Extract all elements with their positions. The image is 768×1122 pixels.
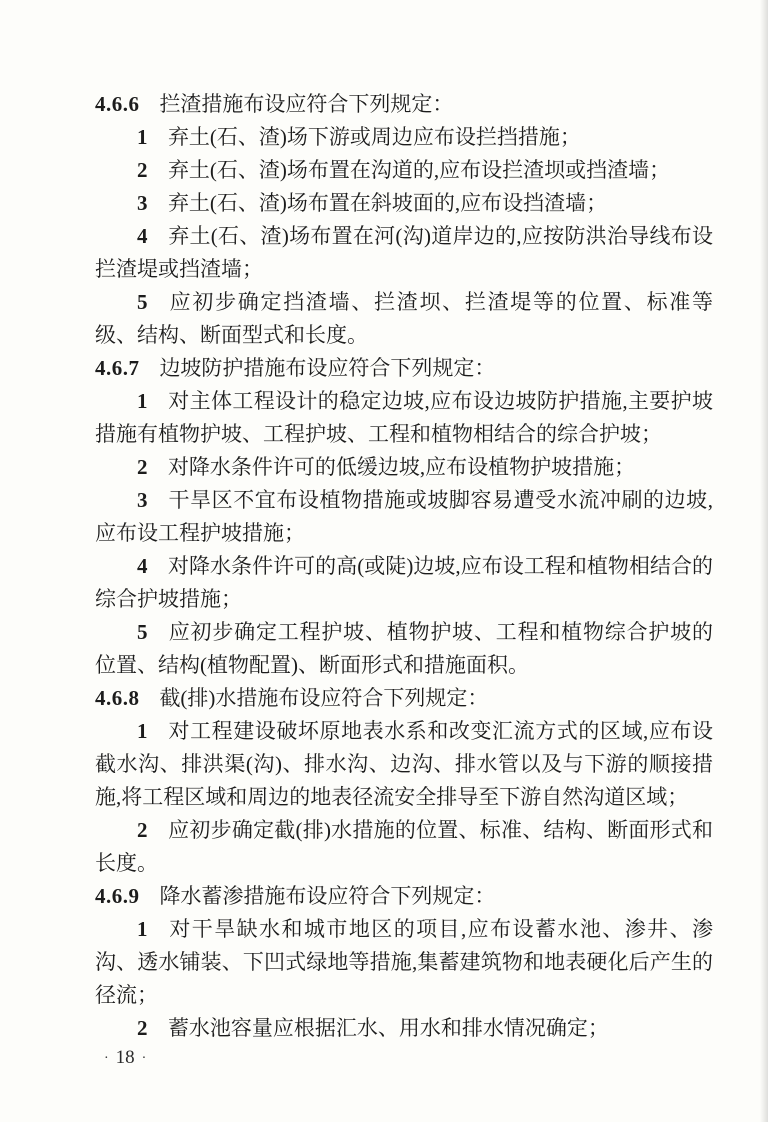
clause-item [95, 385, 713, 451]
clause-item [95, 814, 713, 880]
clause-heading [95, 352, 713, 385]
item-text: 对干旱缺水和城市地区的项目,应布设蓄水池、渗井、渗沟、透水铺装、下凹式绿地等措施,集蓄建筑物和地表硬化后产生的径流； [95, 917, 713, 1007]
document-body [95, 88, 713, 1045]
item-number: 3 [137, 488, 148, 512]
item-number: 4 [137, 554, 148, 578]
clause-item [95, 121, 713, 154]
item-text: 对主体工程设计的稳定边坡,应布设边坡防护措施,主要护坡措施有植物护坡、工程护坡、工程和植物相结合的综合护坡； [95, 389, 713, 446]
item-text: 弃土(石、渣)场布置在斜坡面的,应布设挡渣墙； [167, 191, 608, 215]
item-number: 1 [137, 917, 148, 941]
clause-title: 降水蓄渗措施布设应符合下列规定： [159, 884, 496, 908]
item-number: 3 [137, 191, 148, 215]
item-number: 2 [137, 455, 148, 479]
item-number: 4 [137, 224, 148, 248]
item-text: 蓄水池容量应根据汇水、用水和排水情况确定； [167, 1016, 609, 1040]
page-footer [97, 1046, 153, 1071]
clause-heading [95, 88, 713, 121]
item-number: 2 [137, 158, 148, 182]
item-text: 弃土(石、渣)场下游或周边应布设拦挡措施； [167, 125, 581, 149]
clause-item [95, 913, 713, 1012]
clause-item [95, 154, 713, 187]
item-text: 弃土(石、渣)场布置在河(沟)道岸边的,应按防洪治导线布设拦渣堤或挡渣墙； [95, 224, 713, 281]
item-number: 5 [137, 290, 148, 314]
item-number: 1 [137, 389, 148, 413]
clause-title: 边坡防护措施布设应符合下列规定： [159, 356, 496, 380]
item-number: 1 [137, 125, 148, 149]
item-text: 干旱区不宜布设植物措施或坡脚容易遭受水流冲刷的边坡,应布设工程护坡措施； [95, 488, 713, 545]
footer-right-dot: · [141, 1051, 147, 1066]
clause-number: 4.6.9 [95, 884, 140, 908]
clause-number: 4.6.6 [95, 92, 140, 116]
clause-title: 截(排)水措施布设应符合下列规定： [159, 686, 489, 710]
clause-title: 拦渣措施布设应符合下列规定： [159, 92, 454, 116]
clause-number: 4.6.7 [95, 356, 140, 380]
item-text: 弃土(石、渣)场布置在沟道的,应布设拦渣坝或挡渣墙； [167, 158, 671, 182]
page-number: 18 [115, 1047, 135, 1068]
clause-heading [95, 880, 713, 913]
footer-left-dot: · [104, 1051, 109, 1066]
item-text: 应初步确定挡渣墙、拦渣坝、拦渣堤等的位置、标准等级、结构、断面型式和长度。 [95, 290, 713, 347]
clause-item [95, 550, 713, 616]
item-number: 2 [137, 1016, 148, 1040]
item-text: 对降水条件许可的高(或陡)边坡,应布设工程和植物相结合的综合护坡措施； [95, 554, 713, 611]
item-number: 2 [137, 818, 148, 842]
clause-number: 4.6.8 [95, 686, 140, 710]
item-number: 1 [137, 719, 148, 743]
clause-item [95, 286, 713, 352]
clause-item [95, 715, 713, 814]
clause-heading [95, 682, 713, 715]
item-text: 对降水条件许可的低缓边坡,应布设植物护坡措施； [167, 455, 636, 479]
clause-item [95, 616, 713, 682]
item-number: 5 [137, 620, 148, 644]
clause-item [95, 484, 713, 550]
item-text: 应初步确定工程护坡、植物护坡、工程和植物综合护坡的位置、结构(植物配置)、断面形式和措施面积。 [95, 620, 713, 677]
clause-item [95, 187, 713, 220]
clause-item [95, 451, 713, 484]
clause-item [95, 1012, 713, 1045]
item-text: 应初步确定截(排)水措施的位置、标准、结构、断面形式和长度。 [95, 818, 713, 875]
item-text: 对工程建设破坏原地表水系和改变汇流方式的区域,应布设截水沟、排洪渠(沟)、排水沟、边沟、排水管以及与下游的顺接措施,将工程区域和周边的地表径流安全排导至下游自然沟道区域； [95, 719, 713, 809]
clause-item [95, 220, 713, 286]
